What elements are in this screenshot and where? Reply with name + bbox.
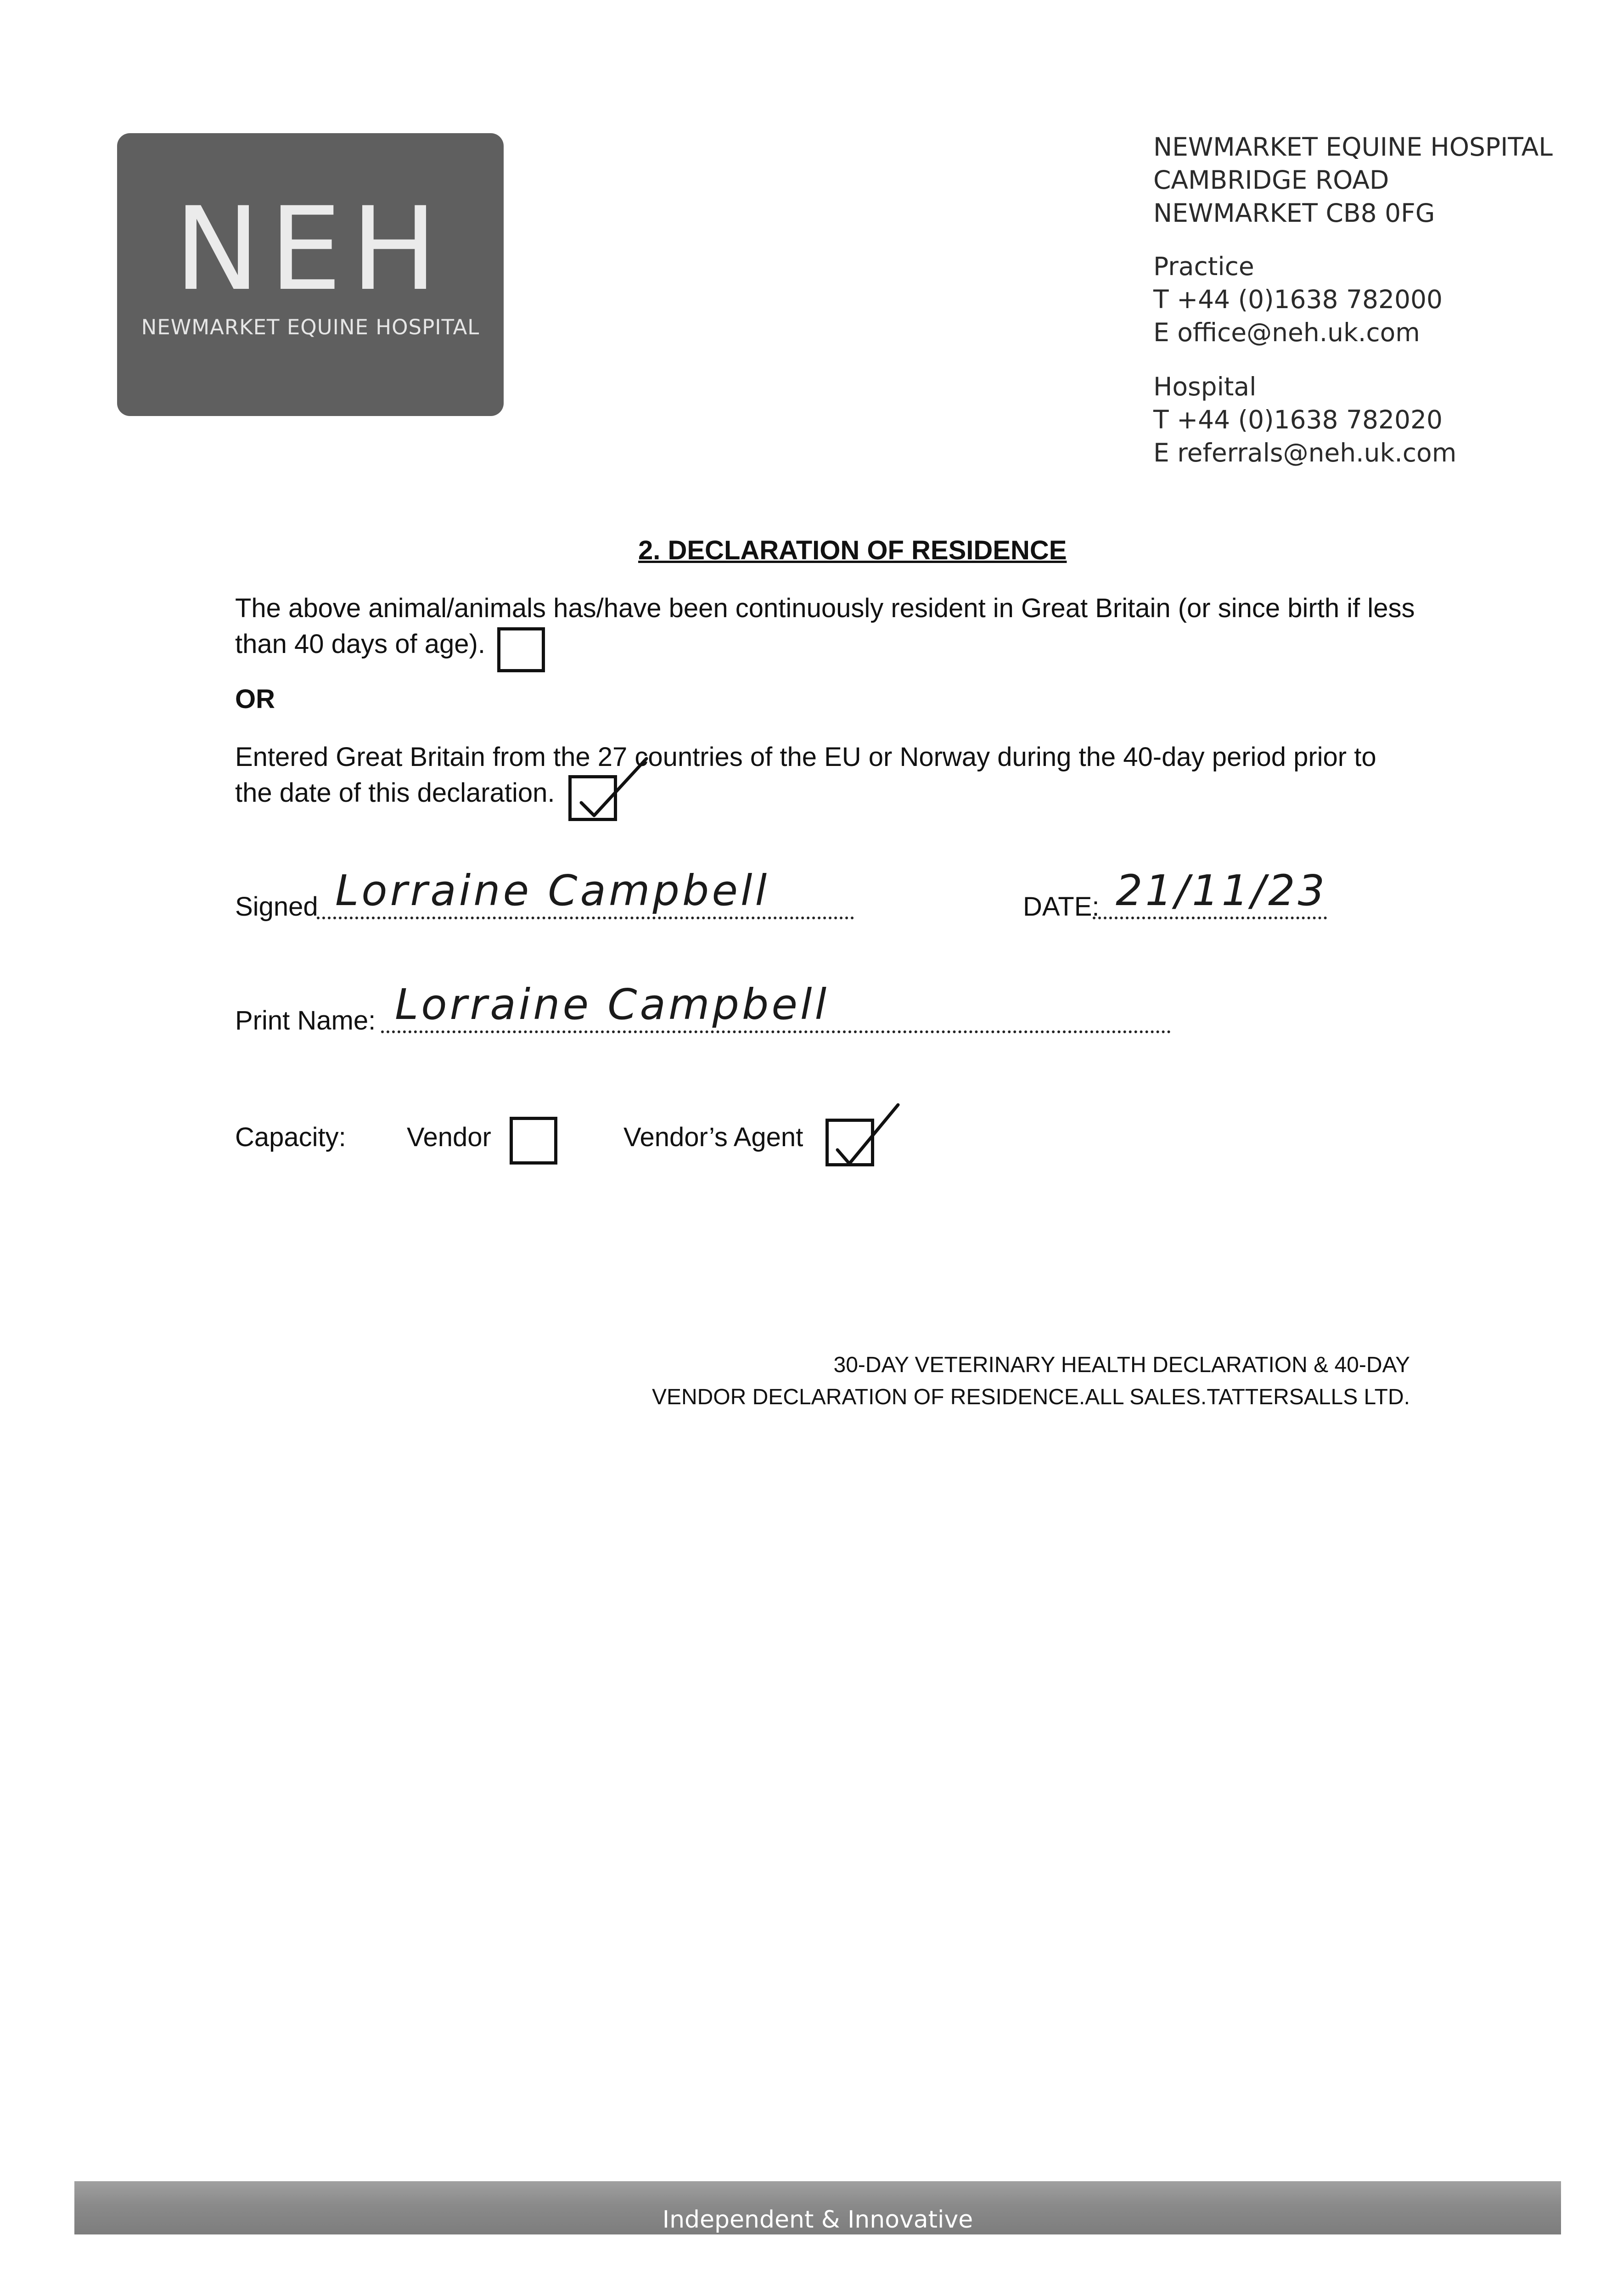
print-name-label: Print Name: — [235, 1006, 376, 1035]
date-dotted-line — [1093, 917, 1327, 919]
option2-text-line2: the date of this declaration. — [235, 778, 555, 808]
date-label: DATE: — [1023, 892, 1100, 922]
footer-band — [74, 2181, 1561, 2234]
hospital-email: E referrals@neh.uk.com — [1153, 438, 1457, 467]
vendor-label: Vendor — [407, 1122, 491, 1152]
date-handwriting: 21/11/23 — [1116, 866, 1328, 915]
option1-checkbox[interactable] — [497, 627, 545, 672]
signed-dotted-line — [317, 917, 854, 919]
option2-text-line1: Entered Great Britain from the 27 countries of the EU or Norway during the 40-day period prior to — [235, 742, 1376, 772]
option1-text-line1: The above animal/animals has/have been continuously resident in Great Britain (or since birth if less — [235, 593, 1415, 623]
address-line-2: CAMBRIDGE ROAD — [1153, 165, 1389, 195]
vendor-checkbox[interactable] — [510, 1117, 557, 1165]
option1-text-line2: than 40 days of age). — [235, 629, 485, 659]
logo-letters: NEH — [174, 182, 447, 316]
address-line-3: NEWMARKET CB8 0FG — [1153, 198, 1435, 228]
form-reference-line2: VENDOR DECLARATION OF RESIDENCE.ALL SALES.TATTERSALLS LTD. — [651, 1385, 1410, 1409]
print-name-dotted-line — [381, 1030, 1171, 1033]
practice-email: E office@neh.uk.com — [1153, 318, 1420, 347]
logo-subtitle: NEWMARKET EQUINE HOSPITAL — [141, 315, 480, 339]
capacity-label: Capacity: — [235, 1122, 346, 1152]
option2-checkmark-icon — [568, 748, 651, 822]
practice-phone: T +44 (0)1638 782000 — [1153, 285, 1443, 314]
vendors-agent-checkmark-icon — [826, 1098, 908, 1172]
practice-label: Practice — [1153, 252, 1254, 281]
form-reference-line1: 30-DAY VETERINARY HEALTH DECLARATION & 40-DAY — [833, 1353, 1410, 1377]
signed-label: Signed — [235, 892, 318, 922]
vendors-agent-label: Vendor’s Agent — [623, 1122, 803, 1152]
hospital-label: Hospital — [1153, 372, 1257, 401]
signed-handwriting: Lorraine Campbell — [335, 866, 770, 915]
footer-tagline: Independent & Innovative — [662, 2206, 973, 2234]
section-heading: 2. DECLARATION OF RESIDENCE — [638, 535, 1067, 565]
address-line-1: NEWMARKET EQUINE HOSPITAL — [1153, 132, 1553, 162]
hospital-phone: T +44 (0)1638 782020 — [1153, 405, 1443, 434]
neh-logo — [117, 133, 504, 416]
print-name-handwriting: Lorraine Campbell — [395, 980, 830, 1029]
or-label: OR — [235, 684, 275, 714]
